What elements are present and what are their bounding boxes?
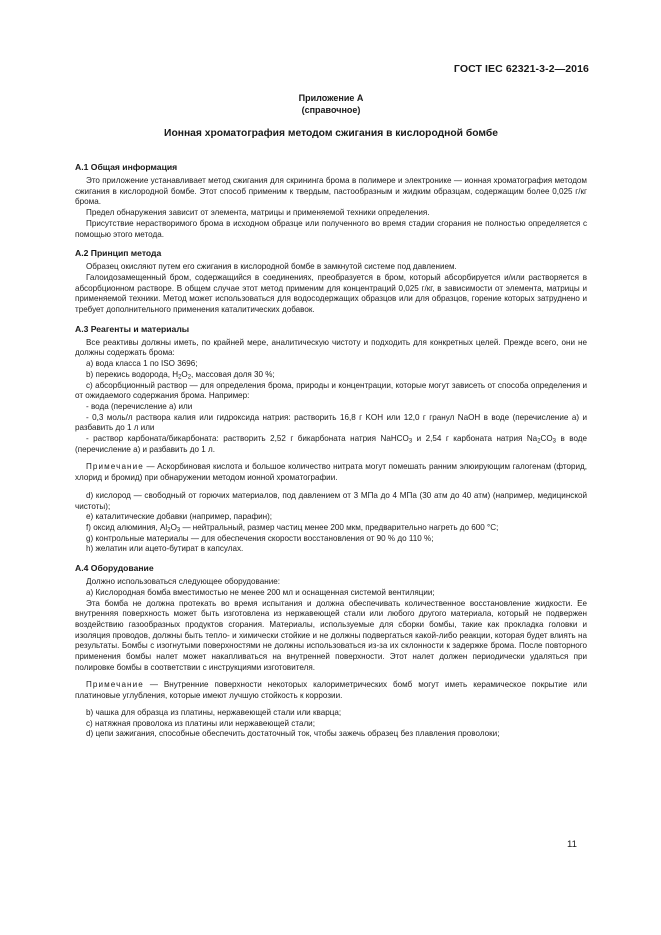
section-a1-title: А.1 Общая информация (75, 162, 178, 172)
section-a1-paragraph: Присутствие нерастворимого брома в исходном образце или полученного во время стадии сгорания не полностью определяется с помощью этого метода. (75, 218, 587, 239)
annex-subtitle: (справочное) (301, 104, 361, 115)
note-label: Примечание (86, 462, 144, 472)
section-a2-paragraph: Галоидозамещенный бром, содержащийся в соединениях, преобразуется в бром, который абсорбируется и/или растворяется в абсорбционном растворе. В общем случае этот метод применим для концентраций 0,025 г/кг, в зависимости от элемента, матрицы и применяемой техники. Метод может использоваться для водосодержащих образцов или для образцов, горение которых затруднено и требует дополнительного применения каталитических добавок. (75, 272, 587, 315)
annex-title: Приложение А (298, 93, 364, 103)
sub-item-water: - вода (перечисление а) или (86, 401, 193, 411)
sub-item-carbonate: - раствор карбоната/бикарбоната: растворить 2,52 г бикарбоната натрия NaHCO$_3$ и 2,54 г карбоната натрия $Na_2CO_3$ в воде (перечисление а) и разбавить до 1 л. (75, 434, 587, 454)
sub-item-hydroxide: - 0,3 моль/л раствора калия или гидроксида натрия: растворить 16,8 г KOH или 12,0 г гранул NaOH в воде (перечисление а) и разбавить до 1 л или (75, 412, 587, 433)
list-item-c: c) абсорбционный раствор — для определения брома, природы и концентрации, которые могут зависеть от способа определения и от ожидаемого содержания брома. Например: (75, 380, 587, 401)
list-item-h: h) желатин или ацето-бутират в капсулах. (86, 544, 244, 554)
list-item-c: c) натяжная проволока из платины или нержавеющей стали; (86, 718, 315, 728)
list-item-f: f) оксид алюминия, $Al_2O_3$ — нейтральный, размер частиц менее 200 мкм, предварительно нагреть до 600 °С; (86, 522, 499, 534)
section-a3-title: А.3 Реагенты и материалы (75, 323, 190, 334)
section-a1-paragraph: Это приложение устанавливает метод сжигания для скрининга брома в полимере и электронике — ионная хроматография методом сжигания в кислородной бомбе. Этот способ применим к твердым, пастообразным и жидким образцам, содержащим более 0,025 г/кг брома. (75, 176, 587, 207)
list-item-g: g) контрольные материалы — для обеспечения скорости восстановления от 90 % до 110 %; (86, 533, 434, 543)
list-item-b: b) перекись водорода, $H_2O_2$, массовая доля 30 %; (86, 369, 275, 381)
list-item-d: d) цепи зажигания, способные обеспечить достаточный ток, чтобы зажечь образец без плавления проволоки; (86, 729, 500, 739)
section-a4-paragraph: Должно использоваться следующее оборудование: (86, 577, 280, 587)
list-item-d: d) кислород — свободный от горючих материалов, под давлением от 3 МПа до 4 МПа (30 атм до 40 атм) (например, медицинской чистоты); (75, 490, 587, 511)
note-a4: Примечание — Внутренние поверхности некоторых калориметрических бомб могут иметь керамическое покрытие или платиновые углубления, которые имеют лучшую стойкость к коррозии. (75, 680, 587, 701)
list-item-a: a) вода класса 1 по ISO 3696; (86, 359, 198, 369)
list-item-b: b) чашка для образца из платины, нержавеющей стали или кварца; (86, 707, 342, 717)
note-label: Примечание (86, 680, 144, 690)
page-number: 11 (567, 839, 577, 850)
page-content (75, 93, 587, 740)
standard-designation: ГОСТ IEC 62321-3-2—2016 (453, 63, 589, 75)
section-a2-title: А.2 Принцип метода (75, 248, 162, 259)
note-a3: Примечание — Аскорбиновая кислота и большое количество нитрата могут помешать ранним элюирующим галогенам (фторид, хлорид и бромид) при обнаружении методом ионной хроматографии. (75, 462, 587, 483)
section-a4-title: А.4 Оборудование (75, 563, 154, 574)
list-item-e: e) каталитические добавки (например, парафин); (86, 512, 273, 522)
section-a4-paragraph: Эта бомба не должна протекать во время испытания и должна обеспечивать количественное восстановление жидкости. Ее внутренняя поверхность может быть изготовлена из нержавеющей стали или любого другого материала, который не подвержен воздействию газообразных продуктов сгорания. Материалы, используемые для сборки бомбы, такие как прокладка головки и изоляция проводов, должны быть тепло- и химически стойкие и не должны подвергаться какой-либо реакции, которая будет влиять на результаты. Бомбы с изогнутыми поверхностями не должны использоваться из-за их склонности к задержке брома. После повторного применения бомбы налет может накапливаться на внутренней поверхности. Этот налет должен периодически удаляться при полировке бомбы в соответствии с инструкциями изготовителя. (75, 598, 587, 672)
section-a3-paragraph: Все реактивы должны иметь, по крайней мере, аналитическую чистоту и подходить для конкретных целей. Прежде всего, они не должны содержать брома: (75, 337, 587, 358)
list-item-a: a) Кислородная бомба вместимостью не менее 200 мл и оснащенная системой вентиляции; (86, 587, 435, 597)
section-a1-paragraph: Предел обнаружения зависит от элемента, матрицы и применяемой техники определения. (86, 208, 430, 218)
annex-heading: Ионная хроматография методом сжигания в кислородной бомбе (164, 128, 498, 139)
section-a2-paragraph: Образец окисляют путем его сжигания в кислородной бомбе в замкнутой системе под давлением. (86, 262, 457, 272)
